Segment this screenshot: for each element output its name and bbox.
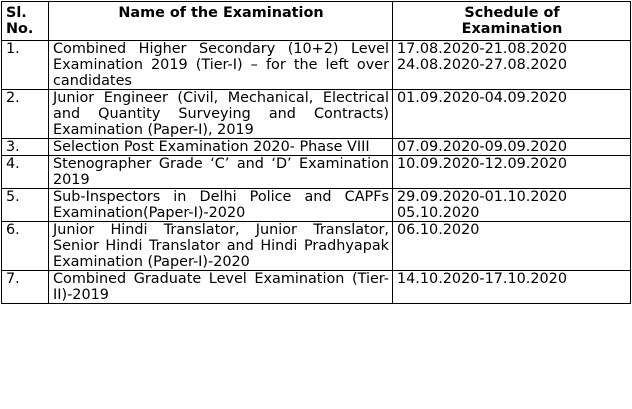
header-sl-line: Sl. (6, 5, 27, 21)
sl-no-cell: 7. (2, 271, 49, 304)
schedule-line: 29.09.2020-01.10.2020 (397, 189, 567, 205)
table-row (2, 41, 631, 90)
schedule-cell (393, 271, 631, 304)
exam-name-cell: Sub-Inspectors in Delhi Police and CAPFs Examination(Paper-I)-2020 (49, 189, 393, 222)
schedule-cell (393, 41, 631, 90)
schedule-line: 14.10.2020-17.10.2020 (397, 271, 567, 287)
header-sl-no (2, 2, 49, 41)
schedule-cell (393, 139, 631, 156)
sl-no-cell: 1. (2, 41, 49, 90)
schedule-line: 01.09.2020-04.09.2020 (397, 90, 567, 106)
sl-no-cell: 2. (2, 90, 49, 139)
exam-name-cell: Combined Graduate Level Examination (Tier-II)-2019 (49, 271, 393, 304)
sl-no-cell: 6. (2, 222, 49, 271)
header-schedule (393, 2, 631, 41)
exam-name-cell: Selection Post Examination 2020- Phase VIII (49, 139, 393, 156)
table-row (2, 90, 631, 139)
schedule-line: 06.10.2020 (397, 222, 480, 238)
schedule-cell (393, 189, 631, 222)
schedule-cell (393, 90, 631, 139)
exam-name-cell: Combined Higher Secondary (10+2) Level Examination 2019 (Tier-I) – for the left over candidates (49, 41, 393, 90)
sl-no-cell: 3. (2, 139, 49, 156)
table-row (2, 222, 631, 271)
sl-no-cell: 5. (2, 189, 49, 222)
schedule-cell (393, 222, 631, 271)
schedule-cell (393, 156, 631, 189)
schedule-line: 10.09.2020-12.09.2020 (397, 156, 567, 172)
exam-name-cell: Junior Engineer (Civil, Mechanical, Electrical and Quantity Surveying and Contracts) Examination (Paper-I), 2019 (49, 90, 393, 139)
header-schedule-line: Examination (461, 21, 563, 37)
schedule-line: 24.08.2020-27.08.2020 (397, 57, 567, 73)
exam-name-cell: Junior Hindi Translator, Junior Translator, Senior Hindi Translator and Hindi Pradhyapak Examination (Paper-I)-2020 (49, 222, 393, 271)
schedule-line: 07.09.2020-09.09.2020 (397, 139, 567, 155)
table-row (2, 189, 631, 222)
exam-name-cell: Stenographer Grade ‘C’ and ‘D’ Examination 2019 (49, 156, 393, 189)
sl-no-cell: 4. (2, 156, 49, 189)
header-sl-line: No. (6, 21, 34, 37)
schedule-line: 05.10.2020 (397, 205, 480, 221)
schedule-line: 17.08.2020-21.08.2020 (397, 41, 567, 57)
table-row (2, 271, 631, 304)
examination-schedule-table (1, 1, 631, 304)
table-row (2, 139, 631, 156)
header-exam-name: Name of the Examination (49, 2, 393, 41)
table-row (2, 156, 631, 189)
header-schedule-line: Schedule of (464, 5, 560, 21)
table-header-row (2, 2, 631, 41)
